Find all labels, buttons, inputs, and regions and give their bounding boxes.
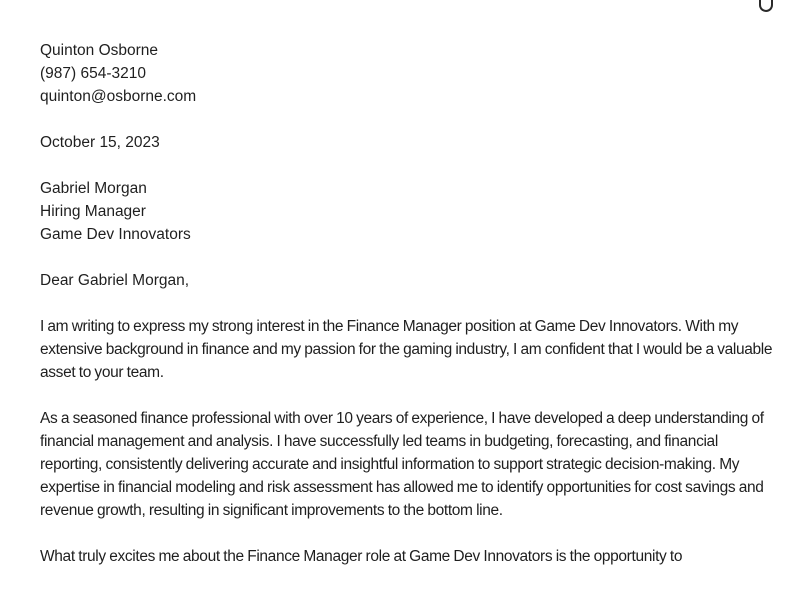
sender-phone: (987) 654-3210 [40,65,146,82]
letter-date: October 15, 2023 [40,134,160,151]
date-block [40,131,780,154]
salutation-block [40,269,780,292]
cover-letter [40,39,780,591]
recipient-title: Hiring Manager [40,203,146,220]
sender-email: quinton@osborne.com [40,88,197,105]
sender-block [40,39,780,108]
scroll-handle-icon[interactable] [759,0,773,12]
recipient-company: Game Dev Innovators [40,226,191,243]
paragraph-intro: I am writing to express my strong interest in the Finance Manager position at Game Dev Innovators. With my extensive background in finance and my passion for the gaming industry, I am confident that I would be a valuable asset to your team. [40,318,773,381]
paragraph-experience: As a seasoned finance professional with over 10 years of experience, I have developed a deep understanding of financial management and analysis. I have successfully led teams in budgeting, forecasting, and financial reporting, consistently delivering accurate and insightful information to support strategic decision-making. My expertise in financial modeling and risk assessment has allowed me to identify opportunities for cost savings and revenue growth, resulting in significant improvements to the bottom line. [40,410,764,519]
recipient-name: Gabriel Morgan [40,180,147,197]
sender-name: Quinton Osborne [40,42,159,59]
paragraph-motivation: What truly excites me about the Finance Manager role at Game Dev Innovators is the opportunity to [40,548,683,565]
recipient-block [40,177,780,246]
salutation: Dear Gabriel Morgan, [40,272,190,289]
